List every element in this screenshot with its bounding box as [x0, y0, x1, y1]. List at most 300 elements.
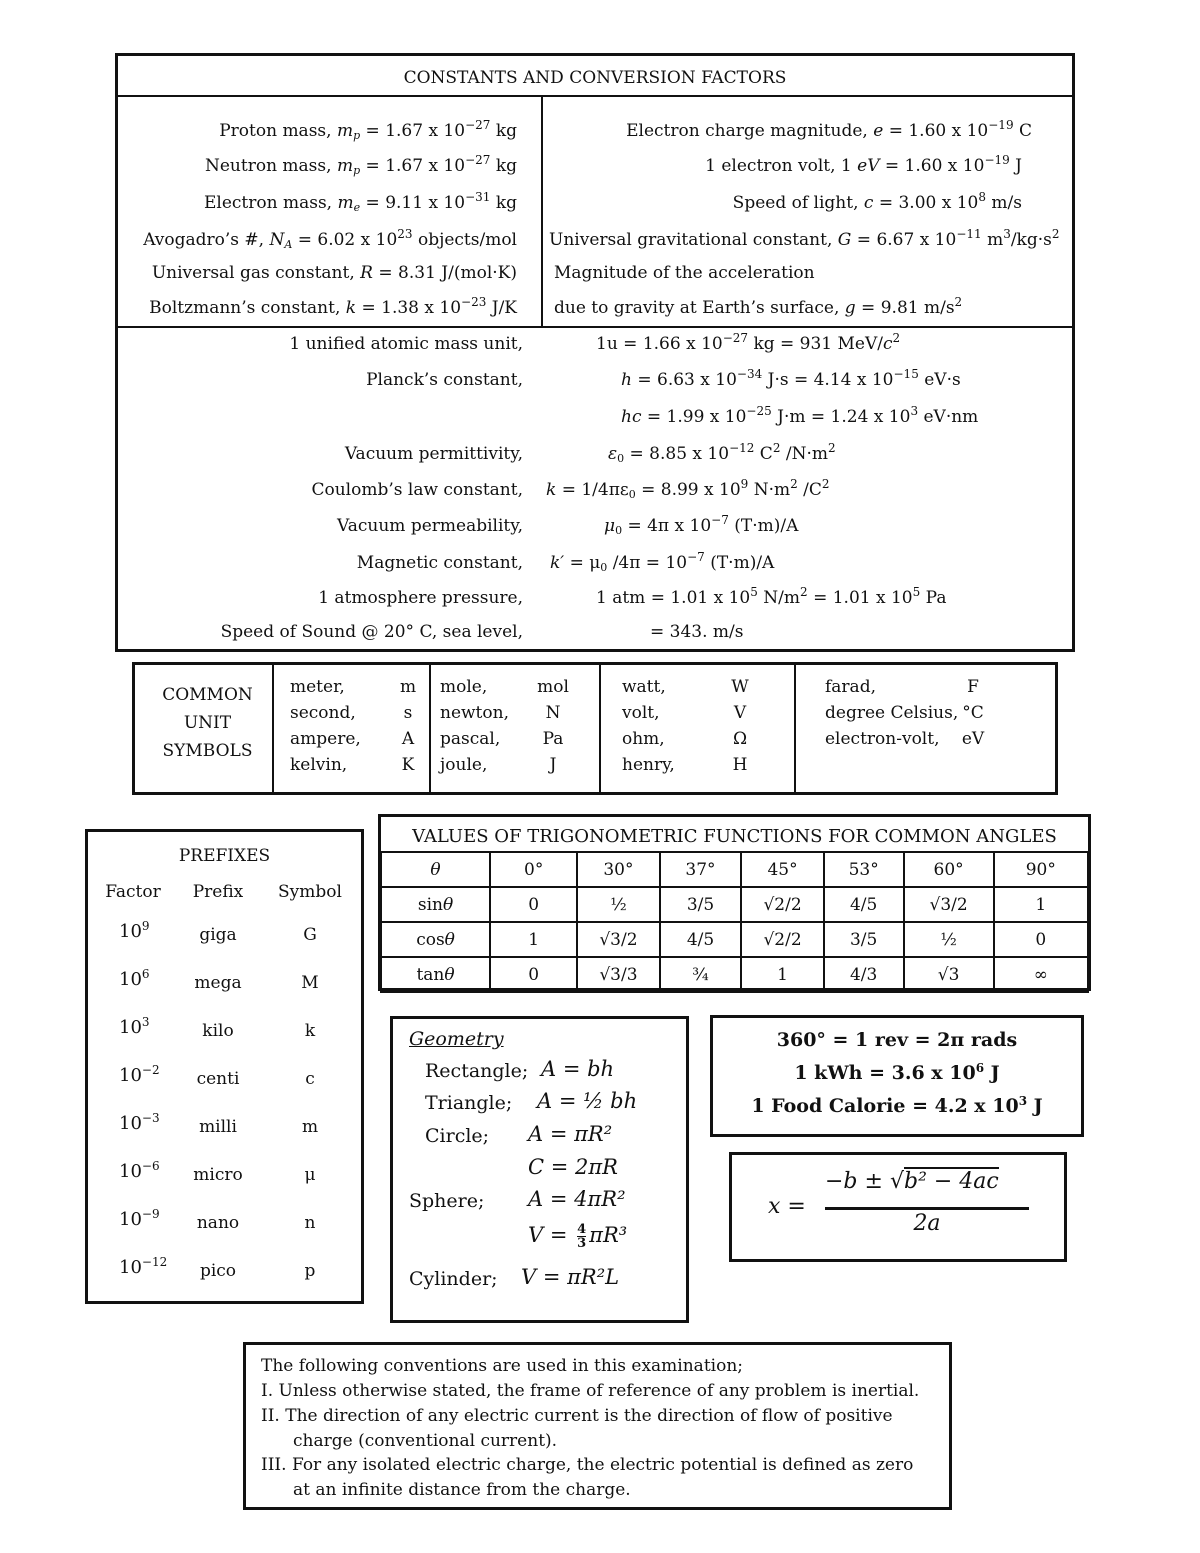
trig-row — [381, 887, 1088, 922]
constant-unit: kg — [495, 121, 517, 141]
quadratic-box — [729, 1152, 1067, 1262]
prefixes-box — [85, 829, 364, 1304]
constant-symbol-sub: p — [353, 129, 361, 142]
expression-symbol: hc — [621, 407, 642, 427]
trig-value-cell: √3/2 — [577, 922, 659, 957]
bottom-label-text: Vacuum permittivity, — [344, 444, 523, 464]
prefix-factor-exponent: −6 — [141, 1159, 160, 1173]
trig-angle-header: 37° — [660, 852, 742, 887]
constant-label: Electron charge magnitude, — [626, 121, 868, 141]
expression-exponent: −27 — [722, 331, 749, 345]
constant-value: 1.38 x 10 — [381, 298, 462, 318]
bottom-constant-expression — [621, 404, 979, 427]
constant-value: 6.02 x 10 — [317, 230, 398, 250]
constant-label: Electron mass, — [203, 193, 333, 213]
constant-symbol-sub: p — [353, 164, 361, 177]
unit-symbols-box — [132, 662, 1058, 795]
prefix-symbol: c — [305, 1069, 315, 1089]
constant-value: 3.00 x 10 — [898, 193, 979, 213]
expression-symbol: k — [546, 480, 557, 500]
prefix-symbol: k — [304, 1021, 316, 1041]
constant-symbol: e — [873, 121, 884, 141]
conversion-kwh — [713, 1063, 1081, 1083]
constant-symbol-sub: A — [284, 238, 293, 251]
unit-symbol: s — [403, 703, 413, 723]
constant-value: 1.60 x 10 — [908, 121, 989, 141]
bottom-constant-label — [318, 588, 523, 608]
trig-function-theta: θ — [444, 964, 455, 985]
geometry-fraction — [577, 1223, 586, 1250]
expression-exponent: 5 — [750, 585, 758, 599]
conventions-intro: The following conventions are used in this examination; — [261, 1356, 743, 1376]
sqrt-icon: √ — [889, 1169, 904, 1194]
constant-unit: J — [1015, 156, 1022, 176]
geometry-box — [390, 1016, 689, 1323]
unit-name: watt, — [622, 677, 666, 697]
constant-exponent: −19 — [988, 118, 1014, 132]
prefix-factor — [119, 1015, 150, 1038]
prefix-factor-base: 10 — [119, 1113, 142, 1134]
expression-part: /C — [803, 480, 822, 500]
trig-value-cell: 4/5 — [824, 887, 904, 922]
expression-part: /4π = 10 — [612, 553, 688, 573]
trig-function-theta: θ — [444, 929, 455, 950]
constants-box — [115, 53, 1075, 652]
constant-exponent: −11 — [956, 227, 982, 241]
bottom-constant-label — [221, 622, 523, 642]
constant-label: Proton mass, — [219, 121, 332, 141]
quadratic-numerator — [825, 1169, 999, 1194]
prefix-factor-base: 10 — [119, 969, 142, 990]
unit-heading-line: COMMON — [162, 685, 253, 705]
constants-title-divider — [118, 95, 1072, 97]
bottom-constant-label — [345, 444, 523, 464]
expression-part: = 8.85 x 10 — [629, 444, 730, 464]
constant-row-right: due to gravity at Earth’s surface, g = 9.81 $m/s^2$ — [554, 295, 963, 318]
expression-exponent: 2 — [772, 441, 781, 455]
bottom-constant-label — [311, 480, 523, 500]
trig-angle-header: 53° — [824, 852, 904, 887]
geometry-formula: A = bh — [541, 1057, 615, 1081]
prefix-factor — [119, 967, 150, 990]
bottom-label-text: Vacuum permeability, — [337, 516, 523, 536]
prefix-name: nano — [196, 1213, 240, 1233]
expression-part: = 1/4πε — [561, 480, 629, 500]
bottom-constant-expression — [650, 622, 743, 642]
prefix-symbol: μ — [304, 1165, 316, 1185]
bottom-constant-expression — [608, 441, 836, 465]
unit-name: joule, — [440, 755, 488, 775]
bottom-constant-label — [289, 334, 523, 354]
prefix-name: centi — [196, 1069, 240, 1089]
convention-item: II. The direction of any electric current is the direction of flow of positive — [261, 1406, 893, 1426]
quadratic-fraction-bar — [825, 1207, 1029, 1210]
unit-symbol: N — [545, 703, 561, 723]
geometry-formula — [528, 1223, 627, 1250]
geometry-formula-part: V = — [528, 1223, 575, 1247]
prefix-symbol: M — [301, 973, 319, 993]
quadratic-discriminant: b² − 4ac — [903, 1169, 999, 1194]
constant-row-left: Avogadro’s #, $N_A = 6.02$ x $10^{23}$ objects/mol — [143, 227, 517, 251]
constant-symbol: m — [337, 193, 354, 213]
constant-label: 1 electron volt, 1 — [705, 156, 852, 176]
expression-exponent: 2 — [821, 477, 830, 491]
prefixes-title: PREFIXES — [178, 846, 271, 866]
constant-row-left: Boltzmann’s constant, k = 1.38 x $10^{-23}$ J/K — [149, 295, 517, 318]
trig-value-cell: √3/3 — [577, 957, 659, 992]
constant-exponent: −27 — [465, 153, 491, 167]
trig-value-cell: 4/3 — [824, 957, 904, 992]
bottom-label-text: Planck’s constant, — [366, 370, 523, 390]
conversion-calorie-value: 1 Food Calorie = 4.2 x 10 — [751, 1095, 1019, 1117]
expression-part: = 8.99 x 10 — [641, 480, 741, 500]
convention-item: III. For any isolated electric charge, the electric potential is defined as zero — [261, 1455, 914, 1475]
expression-symbol: ε — [608, 444, 618, 464]
unit-symbol: K — [401, 755, 415, 775]
quadratic-lhs: x = — [768, 1194, 806, 1219]
conversions-box — [710, 1015, 1084, 1137]
constant-symbol: G — [837, 230, 852, 250]
expression-symbol: μ — [604, 516, 616, 536]
quadratic-denominator: 2a — [913, 1211, 941, 1236]
conversion-kwh-unit: J — [990, 1062, 1000, 1084]
expression-exponent: 2 — [892, 331, 901, 345]
bottom-constant-expression — [604, 513, 799, 537]
expression-exponent: 2 — [828, 441, 836, 455]
prefix-factor-exponent: −12 — [141, 1255, 168, 1269]
constant-exponent: −23 — [461, 295, 487, 309]
expression-part: 1 atm = 1.01 x 10 — [596, 588, 751, 608]
expression-sub: 0 — [600, 561, 608, 574]
expression-sub: 0 — [628, 488, 636, 501]
constant-exponent: 8 — [978, 190, 987, 204]
constant-symbol: R — [360, 263, 373, 283]
constants-title: CONSTANTS AND CONVERSION FACTORS — [403, 68, 787, 88]
prefix-factor-exponent: −3 — [141, 1111, 160, 1125]
conversion-kwh-value: 1 kWh = 3.6 x 10 — [794, 1062, 976, 1084]
bottom-label-text: Speed of Sound @ 20° C, sea level, — [220, 622, 523, 642]
expression-symbol-sub: 0 — [615, 524, 623, 537]
trig-value-cell: √2/2 — [741, 922, 823, 957]
constant-unit: objects/mol — [417, 230, 517, 250]
unit-name: farad, — [825, 677, 876, 697]
constant-unit: C — [1018, 121, 1032, 141]
prefix-factor — [119, 1063, 160, 1086]
constant-value: 1.60 x 10 — [904, 156, 985, 176]
expression-exponent: −15 — [893, 367, 919, 381]
convention-item: I. Unless otherwise stated, the frame of reference of any problem is inertial. — [261, 1381, 920, 1401]
expression-part: = 1.01 x 10 — [813, 588, 913, 608]
prefix-factor-base: 10 — [119, 1017, 142, 1038]
expression-part: = 1.99 x 10 — [646, 407, 747, 427]
expression-part: 1u = 1.66 x 10 — [596, 334, 723, 354]
bottom-constant-expression — [596, 585, 947, 608]
constant-unit-exponent: 3 — [1003, 227, 1011, 241]
constant-unit: kg — [495, 156, 517, 176]
constant-value: 1.67 x 10 — [385, 156, 466, 176]
conversion-rev: 360° = 1 rev = 2π rads — [776, 1029, 1018, 1051]
constant-exponent: −31 — [465, 190, 491, 204]
unit-symbol: m — [399, 677, 417, 697]
expression-part: = μ — [569, 553, 601, 573]
prefix-name: micro — [193, 1165, 243, 1185]
prefix-symbol: m — [301, 1117, 319, 1137]
bottom-constant-label — [357, 553, 523, 573]
geometry-formula: C = 2πR — [528, 1155, 618, 1179]
trig-value-cell: 0 — [994, 922, 1088, 957]
prefix-symbol: G — [303, 925, 317, 945]
constant-row-right: Speed of light, c = 3.00 x $10^8$ m/s — [732, 190, 1022, 213]
bottom-constant-expression — [546, 477, 830, 501]
expression-part: N·m — [753, 480, 791, 500]
quadratic-numerator-b: −b ± — [825, 1169, 883, 1194]
trig-value-cell: 4/5 — [660, 922, 742, 957]
geometry-shape-name: Circle; — [425, 1125, 490, 1147]
geometry-shape-name: Rectangle; — [425, 1060, 529, 1082]
expression-part: eV·nm — [923, 407, 979, 427]
constant-label: Universal gravitational constant, — [549, 230, 833, 250]
trig-value-cell: ½ — [577, 887, 659, 922]
prefix-factor-exponent: 3 — [141, 1015, 150, 1029]
constant-unit: m — [987, 230, 1004, 250]
conversion-calorie-unit: J — [1033, 1095, 1043, 1117]
unit-name: meter, — [290, 677, 345, 697]
trig-value-cell: √2/2 — [741, 887, 823, 922]
constant-row-right: Electron charge magnitude, e = 1.60 x $10^{-19}$ C — [626, 118, 1032, 141]
trig-function-name: sin — [417, 894, 443, 915]
unit-name: pascal, — [440, 729, 501, 749]
trig-function-label — [381, 922, 490, 957]
constant-label: Neutron mass, — [205, 156, 332, 176]
bottom-constant-expression — [596, 331, 901, 354]
prefix-factor-exponent: 9 — [141, 919, 150, 933]
prefix-symbol: n — [304, 1213, 316, 1233]
unit-heading-line: UNIT — [183, 713, 232, 733]
prefixes-header-factor: Factor — [105, 882, 161, 902]
expression-part: C — [759, 444, 773, 464]
constant-unit: J/K — [491, 298, 517, 318]
constant-symbol: g — [844, 298, 856, 318]
geometry-formula-part: πR³ — [589, 1223, 628, 1247]
unit-divider — [599, 665, 601, 792]
expression-exponent: 2 — [790, 477, 798, 491]
prefix-factor-exponent: 6 — [141, 967, 150, 981]
bottom-label-text: Coulomb’s law constant, — [311, 480, 523, 500]
trig-value-cell: ½ — [904, 922, 994, 957]
unit-name: second, — [290, 703, 356, 723]
prefix-factor — [119, 1255, 168, 1278]
constant-label: Avogadro’s #, — [143, 230, 265, 250]
trig-title: VALUES OF TRIGONOMETRIC FUNCTIONS FOR COMMON ANGLES — [412, 826, 1057, 847]
conversion-calorie-exp: 3 — [1018, 1094, 1028, 1108]
constant-exponent: 23 — [397, 227, 413, 241]
trig-angle-header: 90° — [994, 852, 1088, 887]
unit-symbol: mol — [537, 677, 569, 697]
trig-angle-header: 60° — [904, 852, 994, 887]
constant-exponent: −19 — [984, 153, 1010, 167]
trig-table — [380, 851, 1089, 993]
expression-exponent: −12 — [729, 441, 755, 455]
unit-name: degree Celsius, — [825, 703, 959, 723]
expression-part: = 343. m/s — [650, 622, 744, 642]
prefix-factor-base: 10 — [119, 921, 142, 942]
trig-value-cell: 1 — [994, 887, 1088, 922]
geometry-shape-name: Triangle; — [425, 1092, 513, 1114]
expression-part: Pa — [925, 588, 947, 608]
expression-part: kg = 931 MeV/ — [753, 334, 883, 354]
expression-part: N/m — [763, 588, 801, 608]
trig-value-cell: √3 — [904, 957, 994, 992]
constant-symbol: k — [345, 298, 357, 318]
expression-exponent: 2 — [800, 585, 808, 599]
trig-row — [381, 922, 1088, 957]
expression-part: = 4π x 10 — [627, 516, 712, 536]
prefix-factor-base: 10 — [119, 1257, 142, 1278]
trig-value-cell: 1 — [490, 922, 577, 957]
prefix-name: pico — [199, 1261, 237, 1281]
unit-symbol: H — [732, 755, 748, 775]
prefix-factor — [119, 1111, 160, 1134]
trig-value-cell: 3/5 — [660, 887, 742, 922]
prefix-factor-exponent: −2 — [141, 1063, 160, 1077]
expression-exponent: 5 — [912, 585, 921, 599]
prefix-factor — [119, 919, 150, 942]
convention-item: at an infinite distance from the charge. — [293, 1480, 631, 1500]
expression-exponent: 3 — [910, 404, 919, 418]
expression-symbol: k′ — [550, 553, 565, 573]
constant-value: 9.81 m/s — [880, 298, 955, 318]
unit-divider — [272, 665, 274, 792]
constant-label: due to gravity at Earth’s surface, — [554, 298, 840, 318]
trig-value-cell: ¾ — [660, 957, 742, 992]
prefix-factor-base: 10 — [119, 1209, 142, 1230]
constant-unit-exponent: 2 — [1051, 227, 1060, 241]
prefixes-header-symbol: Symbol — [278, 882, 342, 902]
trig-function-label — [381, 957, 490, 992]
bottom-label-text: 1 atmosphere pressure, — [318, 588, 523, 608]
trig-function-name: tan — [416, 964, 445, 985]
unit-name: ampere, — [290, 729, 361, 749]
bottom-constant-label — [337, 516, 523, 536]
constants-column-divider — [541, 95, 543, 328]
expression-symbol: c — [883, 334, 893, 354]
constant-label: Speed of light, — [732, 193, 859, 213]
constant-unit-rest: /kg·s — [1010, 230, 1052, 250]
unit-name: henry, — [622, 755, 675, 775]
constant-unit: m/s — [991, 193, 1022, 213]
unit-name: newton, — [440, 703, 509, 723]
constant-exponent: −27 — [465, 118, 491, 132]
unit-divider — [794, 665, 796, 792]
prefix-factor-exponent: −9 — [141, 1207, 160, 1221]
trig-function-name: cos — [416, 929, 445, 950]
unit-symbol: Ω — [732, 729, 748, 749]
trig-value-cell: 0 — [490, 957, 577, 992]
geometry-title: Geometry — [409, 1028, 504, 1050]
expression-part: (T·m)/A — [734, 516, 799, 536]
expression-part: J·s = 4.14 x 10 — [767, 370, 894, 390]
unit-name: volt, — [622, 703, 660, 723]
expression-exponent: −7 — [711, 513, 729, 527]
prefix-factor — [119, 1159, 160, 1182]
unit-symbol: eV — [961, 729, 985, 749]
expression-part: = 6.63 x 10 — [637, 370, 737, 390]
expression-part: eV·s — [924, 370, 961, 390]
trig-function-theta: θ — [442, 894, 454, 915]
expression-exponent: −34 — [736, 367, 763, 381]
geometry-shape-name: Cylinder; — [409, 1268, 498, 1290]
trig-angle-header: 30° — [577, 852, 659, 887]
constant-unit: kg — [495, 193, 517, 213]
constant-exponent: 2 — [954, 295, 963, 309]
constant-row-left: Neutron mass, $m_p = 1.67$ x $10^{-27}$ kg — [205, 153, 517, 177]
prefix-factor — [119, 1207, 160, 1230]
unit-symbol: J — [549, 755, 557, 775]
prefixes-header-prefix: Prefix — [192, 882, 244, 902]
trig-header-row — [381, 852, 1088, 887]
unit-symbol: °C — [962, 703, 984, 723]
geometry-shape-name: Sphere; — [409, 1190, 485, 1212]
constant-value: 9.11 x 10 — [385, 193, 466, 213]
bottom-label-text: Magnetic constant, — [356, 553, 523, 573]
expression-exponent: −7 — [687, 550, 705, 564]
expression-part: J·m = 1.24 x 10 — [777, 407, 911, 427]
prefix-name: kilo — [202, 1021, 234, 1041]
constant-symbol-sub: e — [353, 201, 361, 214]
unit-name: electron-volt, — [825, 729, 940, 749]
constant-symbol: eV — [857, 156, 880, 176]
bottom-constant-expression — [550, 550, 775, 574]
unit-symbol: Pa — [542, 729, 564, 749]
constant-row-right: 1 electron volt, 1 eV = 1.60 x $10^{-19}$ J — [705, 153, 1022, 176]
trig-value-cell: 3/5 — [824, 922, 904, 957]
geometry-formula: A = 4πR² — [528, 1187, 626, 1211]
trig-angle-header: 45° — [741, 852, 823, 887]
constant-row-left: Proton mass, $m_p = 1.67$ x $10^{-27}$ kg — [219, 118, 517, 142]
constant-label: Magnitude of the acceleration — [554, 263, 815, 283]
expression-symbol: h — [621, 370, 632, 390]
trig-angle-header: 0° — [490, 852, 577, 887]
trig-value-cell: ∞ — [994, 957, 1088, 992]
constants-section-divider — [118, 326, 1072, 328]
unit-symbol: A — [401, 729, 415, 749]
unit-symbol: V — [733, 703, 747, 723]
constant-row-left: Electron mass, $m_e = 9.11$ x $10^{-31}$ kg — [203, 190, 517, 214]
expression-exponent: 9 — [740, 477, 749, 491]
bottom-constant-label — [366, 370, 523, 390]
constant-row-left: Universal gas constant, R = 8.31 J/(mol·K) — [151, 263, 517, 283]
prefix-name: giga — [199, 925, 237, 945]
constant-row-right — [554, 263, 815, 283]
expression-symbol-sub: 0 — [617, 452, 625, 465]
prefix-factor-base: 10 — [119, 1161, 142, 1182]
constant-symbol: N — [269, 230, 285, 250]
geometry-formula: A = ½ bh — [537, 1089, 638, 1113]
constant-symbol: c — [863, 193, 874, 213]
conversion-kwh-exp: 6 — [975, 1061, 985, 1075]
prefix-name: milli — [199, 1117, 237, 1137]
conversion-calorie — [713, 1096, 1081, 1116]
constant-label: Boltzmann’s constant, — [149, 298, 341, 318]
constant-symbol: m — [336, 121, 354, 141]
geometry-formula: A = πR² — [528, 1122, 613, 1146]
constant-symbol: m — [336, 156, 354, 176]
constant-value: 8.31 J/(mol·K) — [398, 263, 517, 283]
unit-name: kelvin, — [290, 755, 348, 775]
trig-function-label — [381, 887, 490, 922]
trig-row — [381, 957, 1088, 992]
prefix-symbol: p — [304, 1261, 316, 1281]
